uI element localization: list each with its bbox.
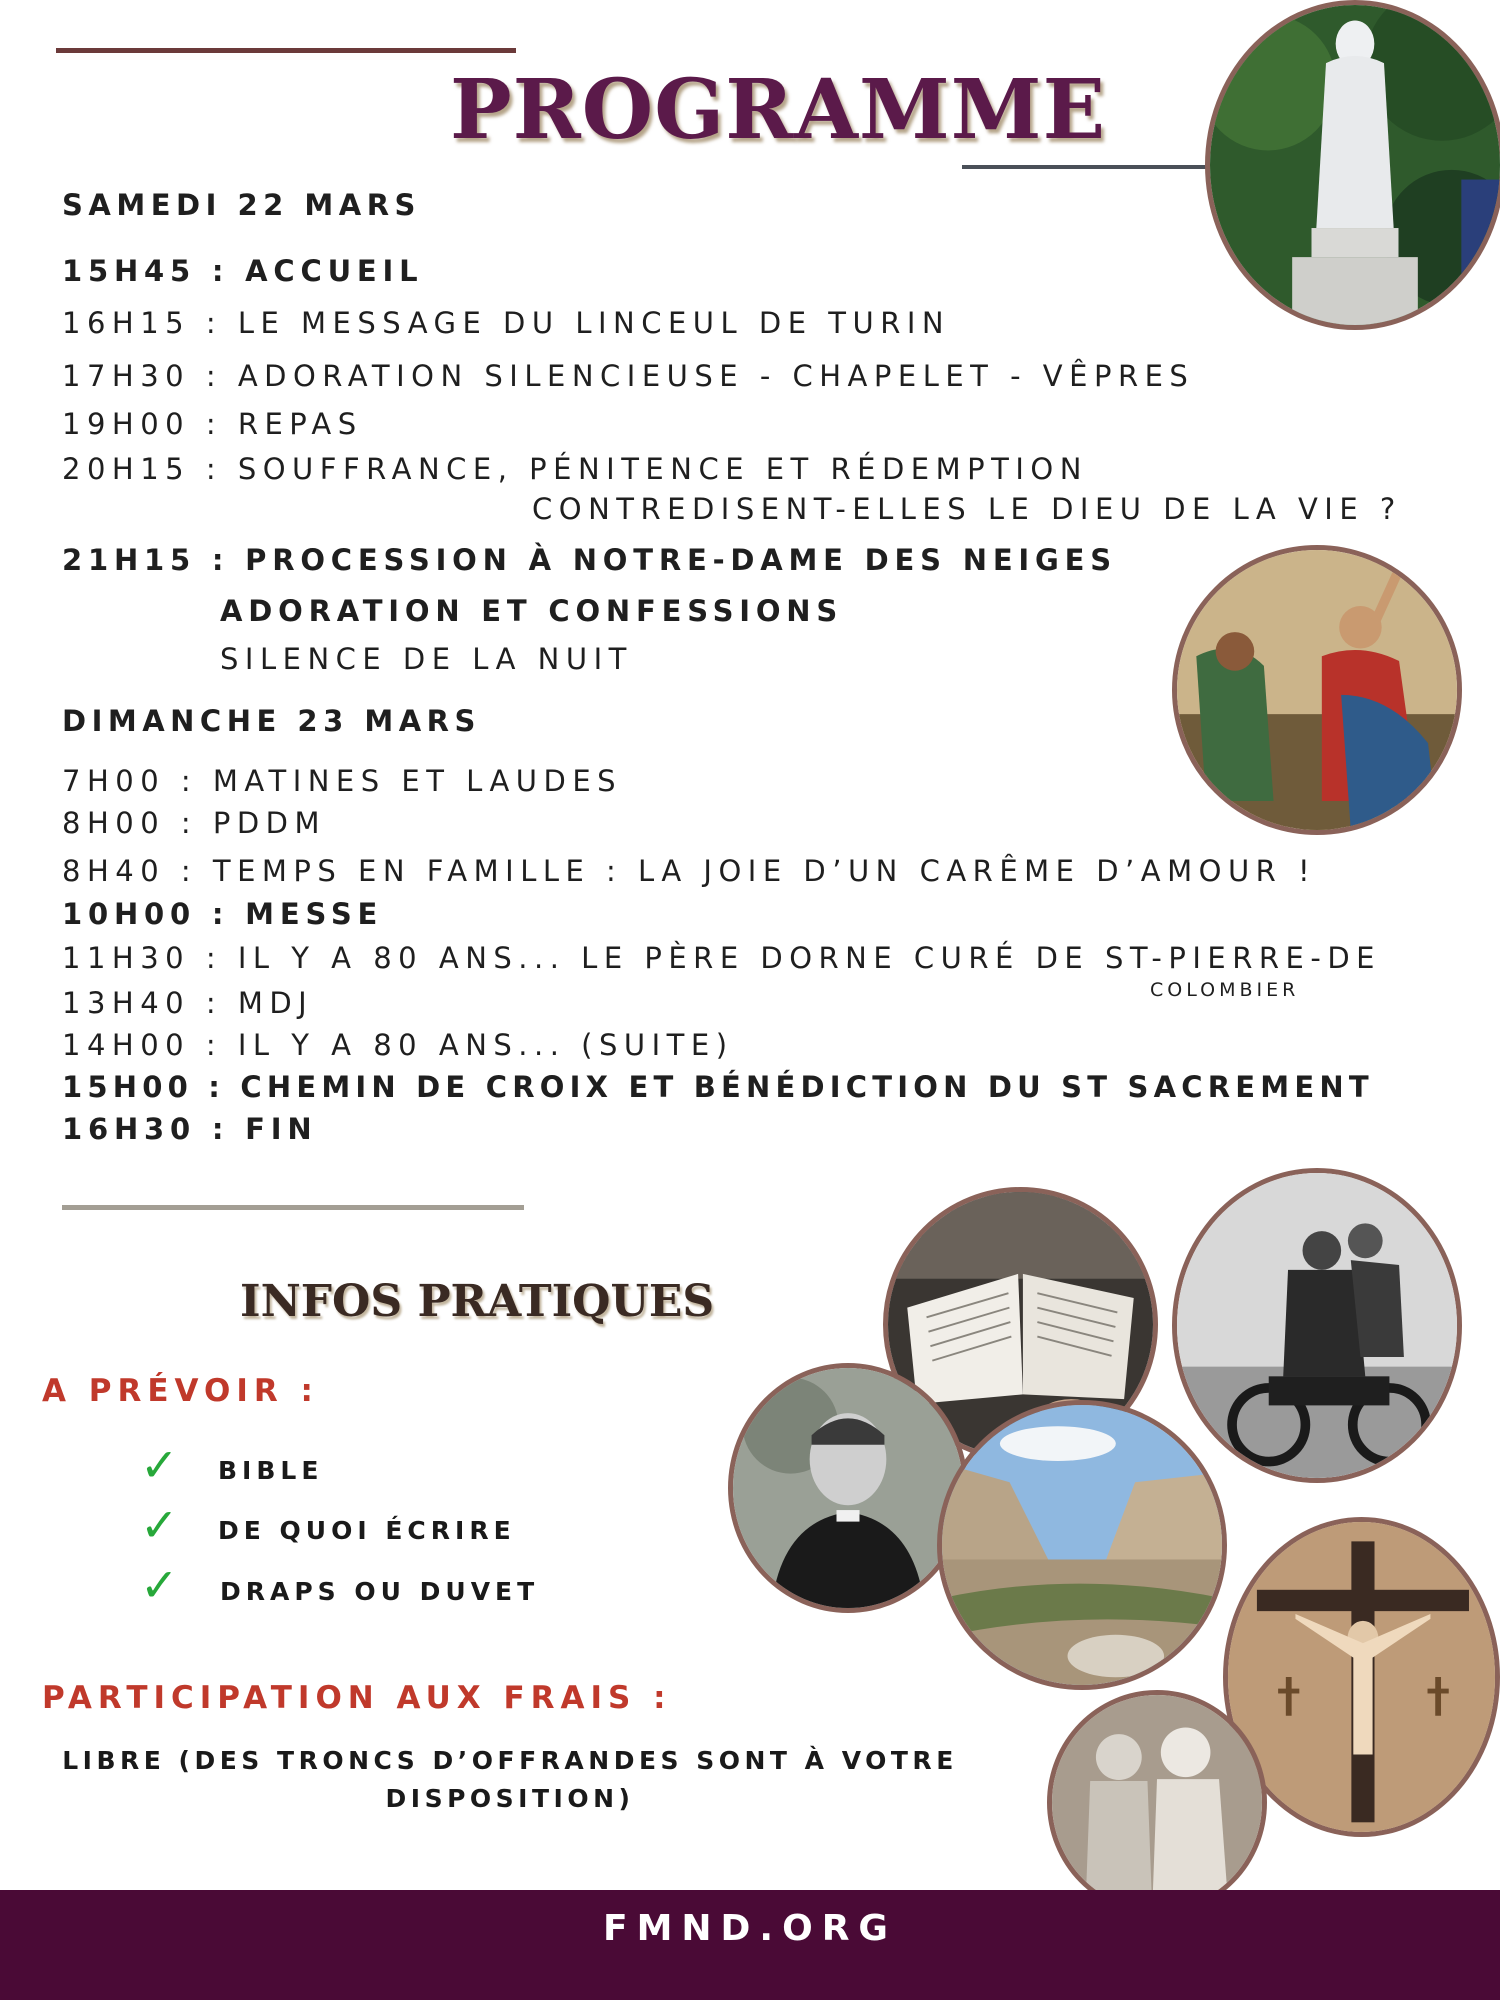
program-line: 14H00 : IL Y A 80 ANS... (SUITE) (62, 1028, 734, 1062)
prevoir-heading: A PRÉVOIR : (42, 1373, 319, 1409)
sunday-heading: DIMANCHE 23 MARS (62, 704, 481, 738)
motorcycle-priests-photo (1172, 1168, 1462, 1483)
saturday-heading: SAMEDI 22 MARS (62, 188, 421, 222)
program-line: 8H00 : PDDM (62, 806, 327, 840)
frais-text: LIBRE (DES TRONCS D’OFFRANDES SONT À VOTRE DISPOSITION) (62, 1746, 958, 1813)
program-line: 21H15 : PROCESSION À NOTRE-DAME DES NEIGES (62, 543, 1117, 577)
program-line: ADORATION ET CONFESSIONS (220, 594, 844, 628)
program-line: 20H15 : SOUFFRANCE, PÉNITENCE ET RÉDEMPTION (62, 452, 1088, 486)
program-line: 13H40 : MDJ (62, 986, 314, 1020)
frais-heading: PARTICIPATION AUX FRAIS : (42, 1680, 672, 1716)
program-line-continuation: COLOMBIER (1150, 979, 1300, 1001)
middle-rule (62, 1205, 524, 1210)
jesus-temptation-painting (1172, 545, 1462, 835)
program-line: 7H00 : MATINES ET LAUDES (62, 764, 623, 798)
program-line: 10H00 : MESSE (62, 897, 384, 931)
check-icon: ✓ (140, 1558, 179, 1612)
desert-canyon-photo (937, 1400, 1227, 1690)
top-rule-left (56, 48, 516, 53)
program-line: SILENCE DE LA NUIT (220, 642, 633, 676)
program-line: 15H00 : CHEMIN DE CROIX ET BÉNÉDICTION DU ST SACREMENT (62, 1070, 1374, 1104)
priest-portrait-photo (728, 1363, 968, 1613)
program-line: 16H30 : FIN (62, 1112, 318, 1146)
program-line: 15H45 : ACCUEIL (62, 254, 424, 288)
page-title: PROGRAMME (450, 62, 1107, 158)
program-line: 17H30 : ADORATION SILENCIEUSE - CHAPELET - VÊPRES (62, 359, 1195, 393)
program-line: 11H30 : IL Y A 80 ANS... LE PÈRE DORNE CURÉ DE ST-PIERRE-DE (62, 941, 1381, 975)
prevoir-item: DE QUOI ÉCRIRE (218, 1516, 516, 1545)
program-line: 16H15 : LE MESSAGE DU LINCEUL DE TURIN (62, 306, 951, 340)
ecce-homo-statue-photo (1047, 1690, 1267, 1915)
check-icon: ✓ (140, 1498, 179, 1552)
prevoir-item: BIBLE (218, 1456, 324, 1485)
infos-title: INFOS PRATIQUES (240, 1276, 715, 1327)
check-icon: ✓ (140, 1438, 179, 1492)
program-line: 19H00 : REPAS (62, 407, 363, 441)
prevoir-item: DRAPS OU DUVET (220, 1577, 540, 1606)
top-rule-right (962, 165, 1206, 169)
virgin-statue-photo (1205, 0, 1500, 330)
program-line: 8H40 : TEMPS EN FAMILLE : LA JOIE D’UN CARÊME D’AMOUR ! (62, 854, 1317, 888)
footer-url: FMND.ORG (603, 1908, 897, 1949)
program-line: CONTREDISENT-ELLES LE DIEU DE LA VIE ? (532, 492, 1402, 526)
